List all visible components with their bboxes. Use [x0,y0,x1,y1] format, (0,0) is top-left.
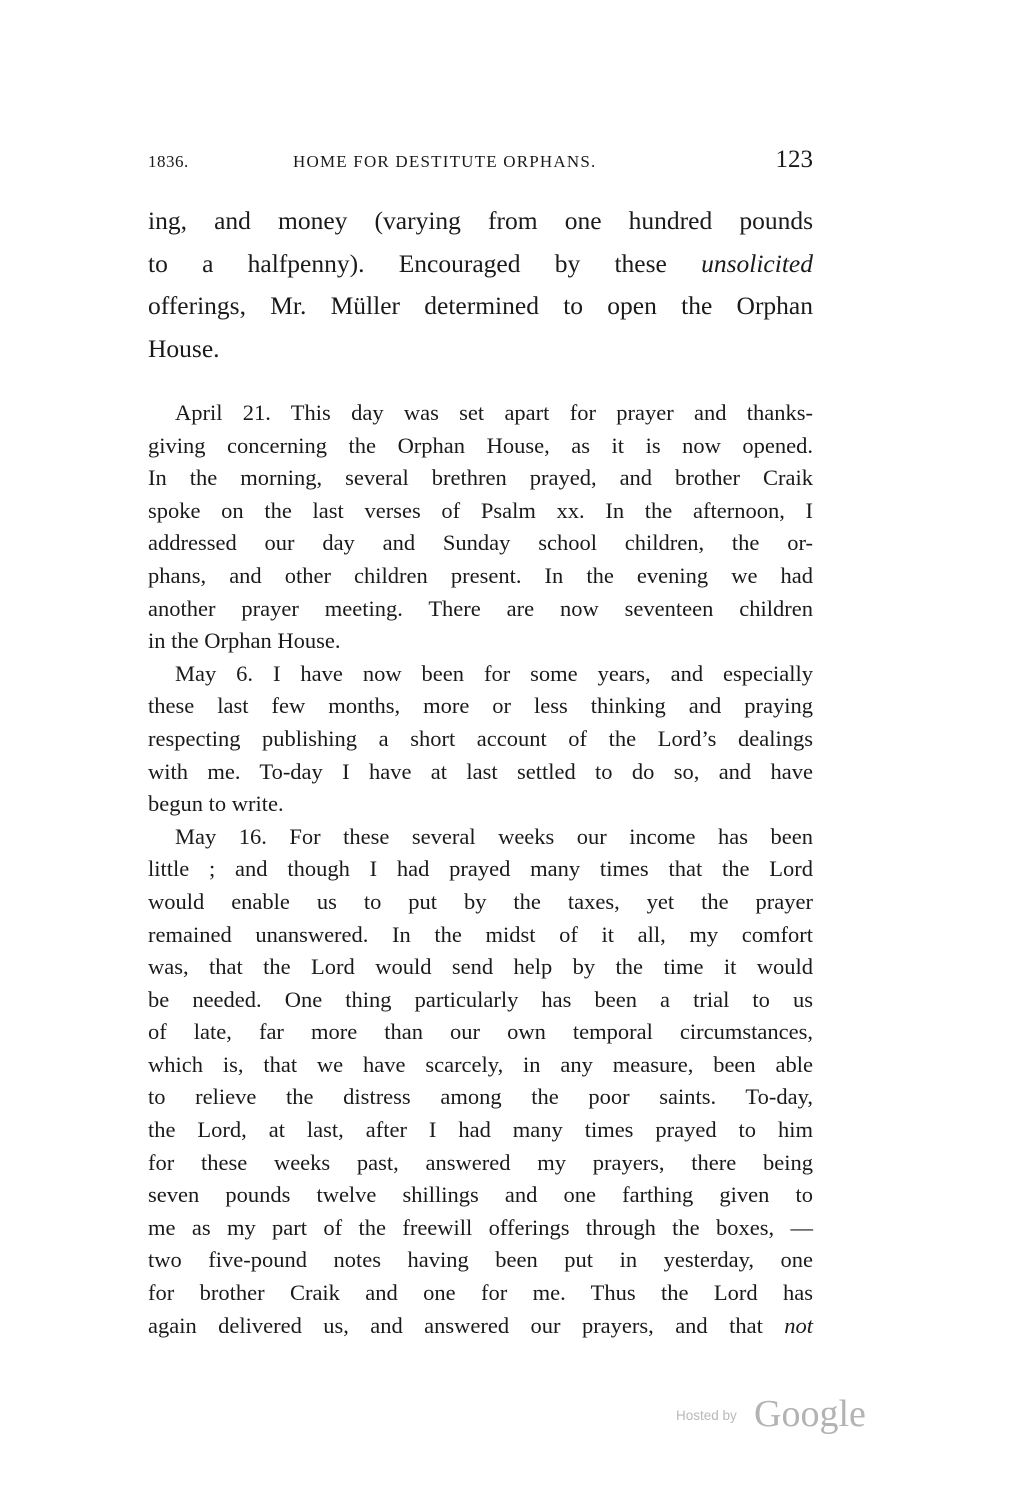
entry-may-6 [148,658,813,821]
text-line: House. [148,333,220,363]
text-line: seven pounds twelve shillings and one farthing given to [148,1182,813,1208]
text-line: to relieve the distress among the poor saints. To-day, [148,1084,813,1110]
text-line: the Lord, at last, after I had many times prayed to him [148,1117,813,1143]
page-number: 123 [775,146,813,173]
text-line: little ; and though I had prayed many times that the Lord [148,856,813,882]
text-line: for these weeks past, answered my prayers, there being [148,1149,813,1175]
journal-entries [148,397,813,1342]
text-line: for brother Craik and one for me. Thus the Lord has [148,1280,813,1306]
text-line: phans, and other children present. In the evening we had [148,562,813,588]
text-line: ing, and money (varying from one hundred pounds [148,206,813,235]
text-line: two five-pound notes having been put in yesterday, one [148,1247,813,1273]
entry-may-16 [148,821,813,1343]
text-line: to a halfpenny). Encouraged by these unsolicited [148,248,813,278]
text-line: respecting publishing a short account of the Lord’s dealings [148,725,813,751]
text-line: May 6. I have now been for some years, and especially [175,660,813,686]
text-line: addressed our day and Sunday school children, the or- [148,530,813,556]
text-line: me as my part of the freewill offerings through the boxes, — [148,1214,813,1240]
text-line: in the Orphan House. [148,628,341,654]
text-line: these last few months, more or less thinking and praying [148,693,813,719]
text-line: again delivered us, and answered our prayers, and that not [148,1312,813,1338]
hosted-by-google-watermark [676,1392,886,1436]
entry-april-21 [148,397,813,658]
text-line: begun to write. [148,791,284,817]
text-line: would enable us to put by the taxes, yet the prayer [148,888,813,914]
text-line: of late, far more than our own temporal circumstances, [148,1019,813,1045]
text-line: with me. To-day I have at last settled to do so, and have [148,758,813,784]
text-line: offerings, Mr. Müller determined to open the Orphan [148,291,813,320]
google-logo: Google [754,1393,866,1435]
text-line: was, that the Lord would send help by the time it would [148,954,813,980]
text-line: which is, that we have scarcely, in any measure, been able [148,1051,813,1077]
text-line: giving concerning the Orphan House, as it is now opened. [148,432,813,458]
text-line: remained unanswered. In the midst of it all, my comfort [148,921,813,947]
text-line: May 16. For these several weeks our income has been [175,823,813,849]
text-line: In the morning, several brethren prayed, and brother Craik [148,465,813,491]
header-year: 1836. [148,152,189,171]
running-header [148,146,813,178]
text-line: another prayer meeting. There are now seventeen children [148,595,813,621]
text-line: April 21. This day was set apart for prayer and thanks- [175,400,813,425]
hosted-by-label: Hosted by [676,1408,737,1423]
intro-paragraph [148,200,813,370]
text-line: spoke on the last verses of Psalm xx. In the afternoon, I [148,497,813,523]
text-line: be needed. One thing particularly has been a trial to us [148,986,813,1012]
running-title: HOME FOR DESTITUTE ORPHANS. [293,152,597,171]
